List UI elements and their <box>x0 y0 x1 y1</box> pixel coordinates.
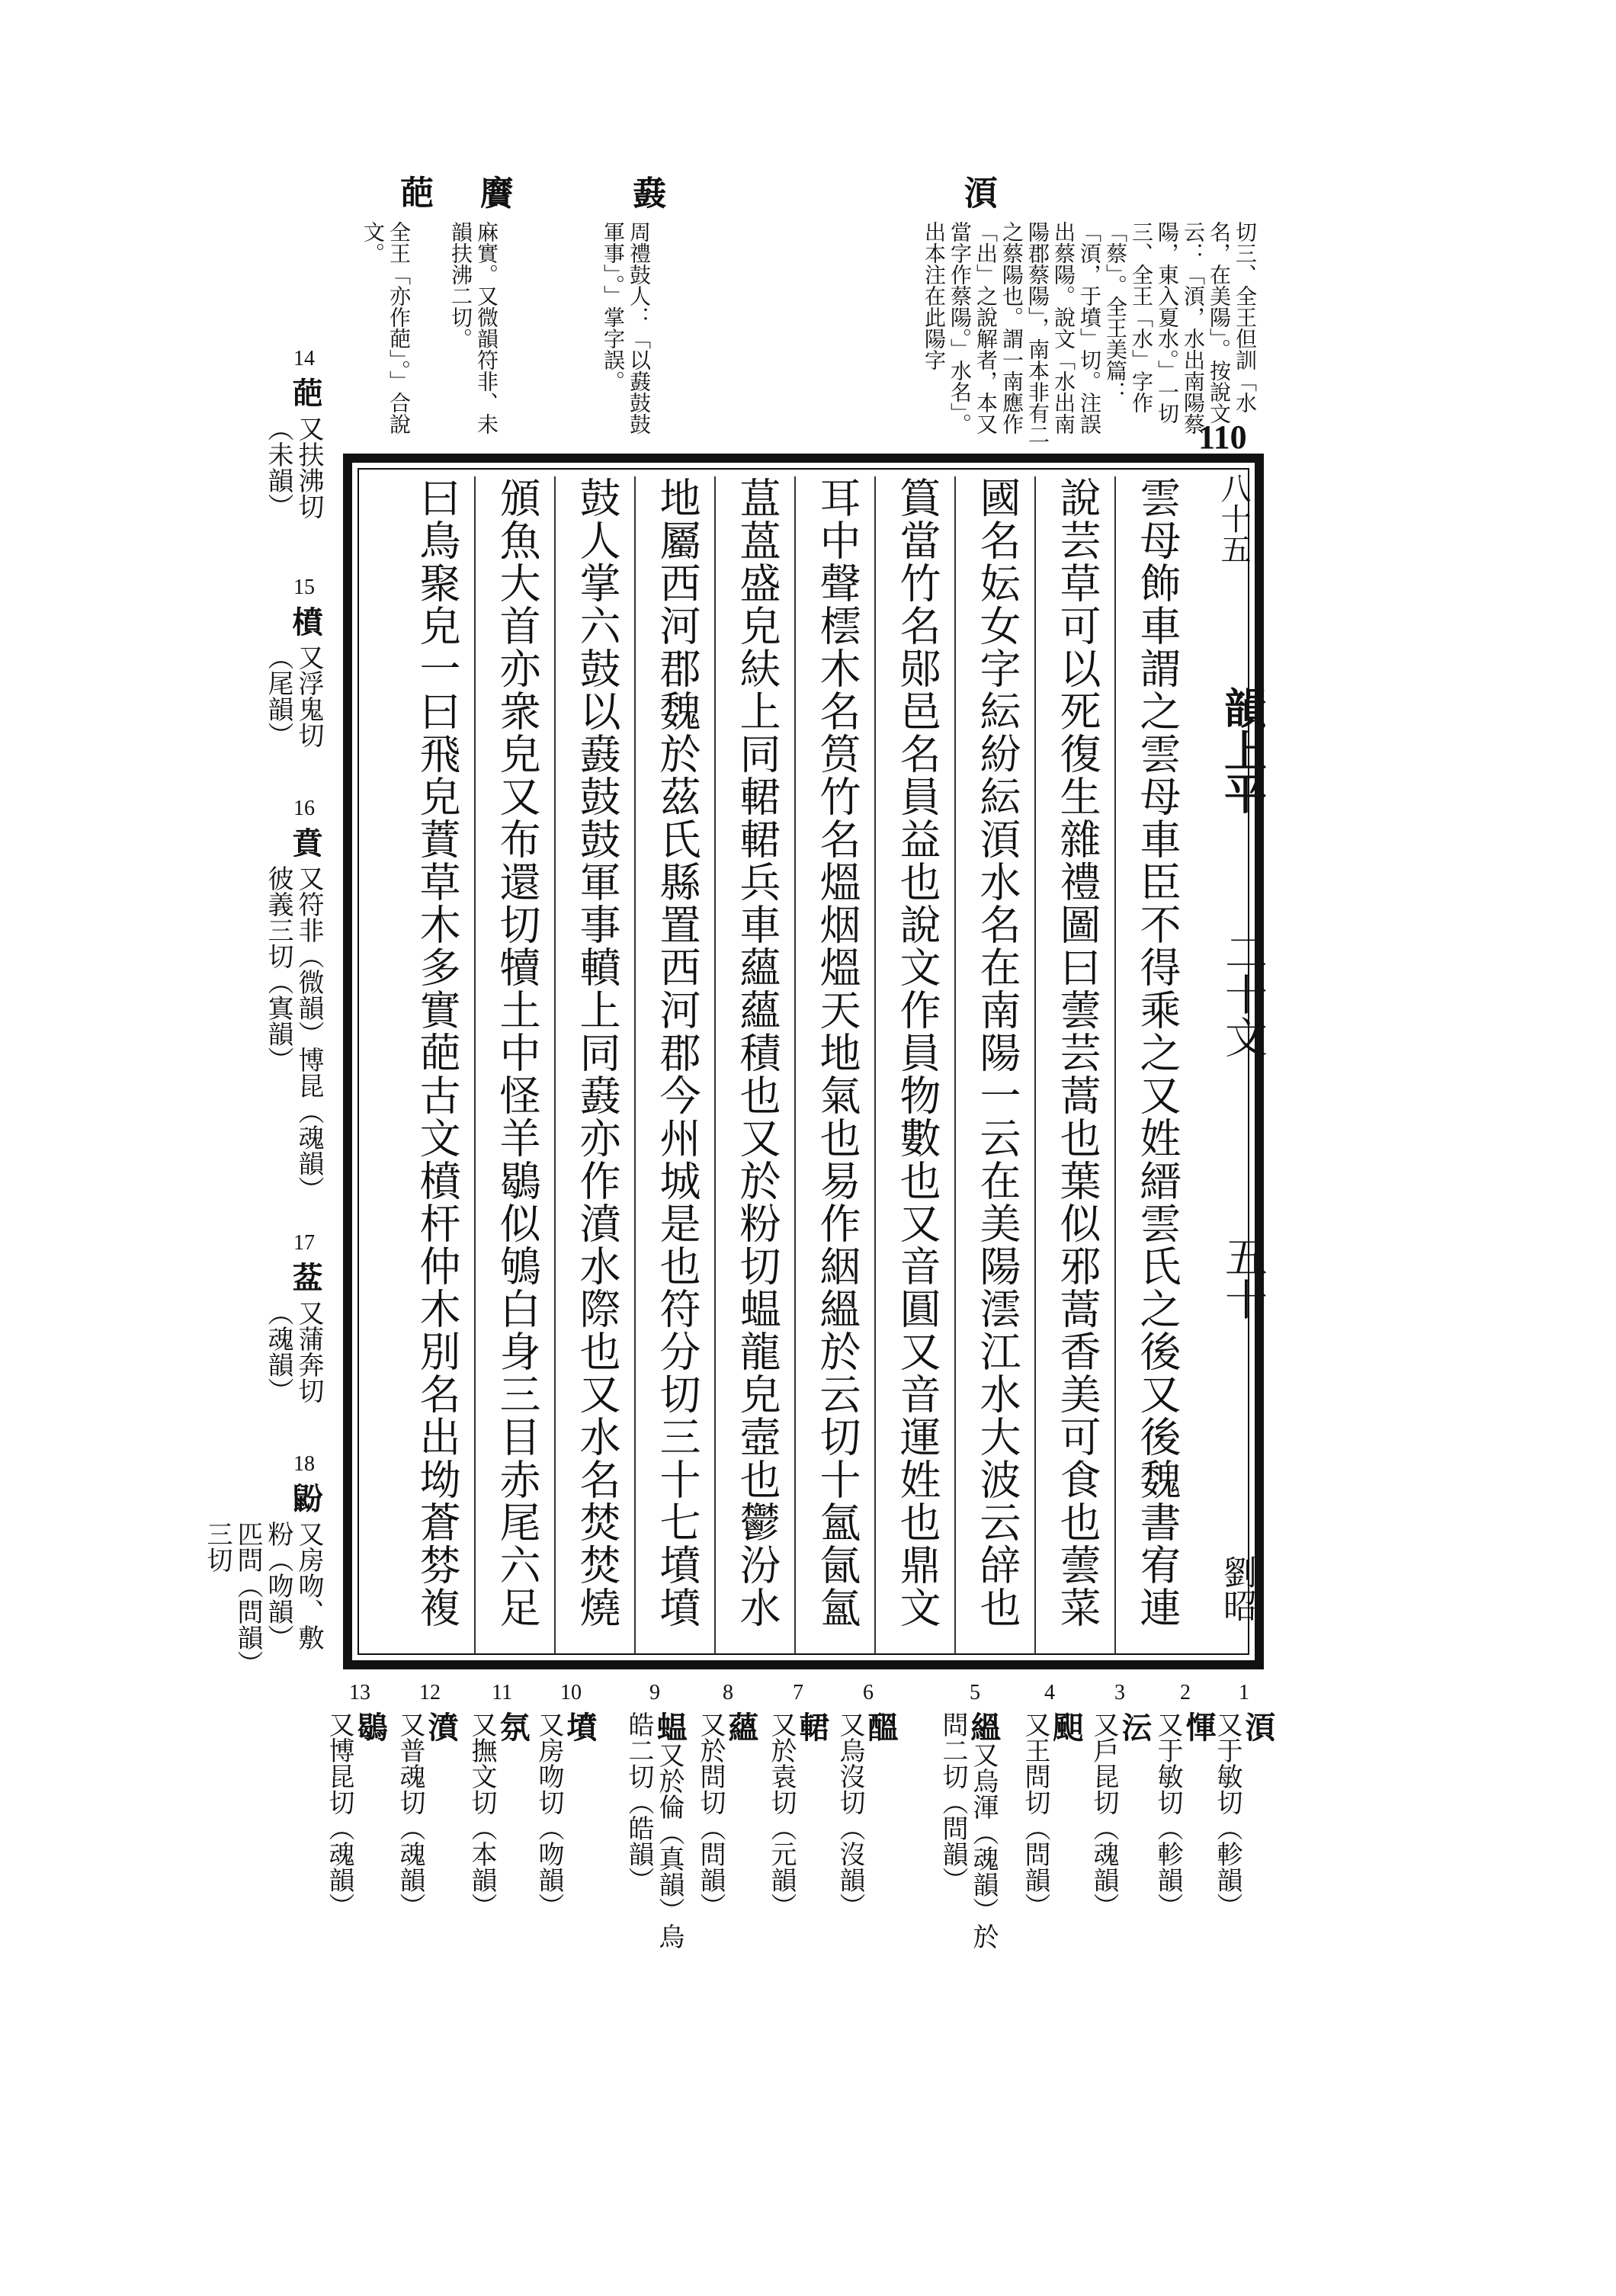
note-number: 17 <box>293 1231 315 1255</box>
note-body: 又烏渾（魂韻）於問二切（問韻） <box>938 1711 999 1949</box>
rhyme-label: 二十文 <box>1218 930 1268 1058</box>
column-rule <box>794 476 796 1654</box>
text-column: 說芸草可以死復生雜禮圖曰蕓芸蒿也葉似邪蒿香美可食也蕓菜 <box>1053 476 1101 1629</box>
note-body: 又戶昆切（魂韻） <box>1089 1711 1119 1919</box>
note-text: 又符非（微韻）博昆（魂韻）彼義三切（寘韻） <box>263 865 324 1202</box>
note-number: 18 <box>293 1452 315 1476</box>
note-text <box>695 1711 759 1940</box>
note-body: 又於倫（真韻）烏皓二切（皓韻） <box>624 1711 685 1949</box>
note-body: 又王問切（問韻） <box>1020 1711 1050 1919</box>
note-text: 又蒲奔切（魂韻） <box>263 1300 324 1403</box>
text-column: 耳中聲橒木名筼竹名熅烟熅天地氣也易作絪縕於云切十氳氤氳 <box>813 476 861 1629</box>
note-number: 1 <box>1239 1681 1249 1704</box>
note-body: 又房吻切（吻韻） <box>534 1711 564 1919</box>
top-note-head: 湏 <box>958 175 997 209</box>
text-column: 篔當竹名郧邑名員益也說文作員物數也又音圓又音運姓也鼎文 <box>893 476 941 1629</box>
note-number: 4 <box>1044 1681 1055 1704</box>
note-text: 又房吻、敷粉（吻韻）匹問（問韻）三切 <box>202 1521 324 1663</box>
note-number: 15 <box>293 576 315 599</box>
note-head: 蝹 <box>652 1711 688 1742</box>
note-text <box>1020 1711 1084 1940</box>
note-number: 9 <box>649 1681 660 1704</box>
note-number: 6 <box>863 1681 874 1704</box>
text-column: 蒀蒕盛皃䊿上同輑輑兵車蘊蘊積也又於粉切蝹龍皃壼也鬱汾水 <box>733 476 781 1629</box>
note-number: 14 <box>293 347 315 370</box>
folio-label: 五十 <box>1218 1235 1268 1320</box>
note-head: 葩 <box>287 377 323 408</box>
column-rule <box>554 476 556 1654</box>
note-number: 8 <box>723 1681 733 1704</box>
top-note-text: 周禮鼓人：「以鼖鼓鼓軍事」。」掌字誤。 <box>601 221 652 435</box>
column-rule <box>1034 476 1036 1654</box>
note-text <box>324 1711 388 1940</box>
top-note-text: 切三、全王但訓「水名，在美陽」。按說文云：「湏，水出南陽蔡陽，東入夏水。」一切三、全王「水」字作「蔡」。全王美篇：「湏，于墳」切。注誤出蔡陽。說文「水出南陽郡蔡陽」，南本非有二之蔡陽也。謂一南應作「出」之說解者，本又當字作蔡陽。」水名」。出本注在此陽字 <box>922 221 1258 445</box>
note-head: 縕 <box>966 1711 1002 1742</box>
note-number: 12 <box>419 1681 441 1704</box>
note-number: 10 <box>560 1681 582 1704</box>
note-text <box>601 1711 688 1963</box>
text-column: 頒魚大首亦衆皃又布還切犢土中怪羊鶡似鴝白身三目赤尾六足 <box>493 476 541 1629</box>
note-text: 又扶沸切（未韻） <box>263 415 324 519</box>
top-note-head: 葩 <box>394 175 433 209</box>
note-text <box>1212 1711 1276 1940</box>
note-number: 2 <box>1180 1681 1191 1704</box>
note-head: 鶡 <box>352 1711 388 1742</box>
note-head: 葐 <box>287 1262 323 1292</box>
note-text <box>1089 1711 1153 1940</box>
top-note-head: 黂 <box>474 175 513 209</box>
note-number: 3 <box>1114 1681 1125 1704</box>
column-rule <box>954 476 956 1654</box>
note-body: 又于敏切（軫韻） <box>1212 1711 1242 1919</box>
note-text <box>1153 1711 1217 1940</box>
note-head: 湏 <box>1240 1711 1276 1742</box>
note-head: 蘊 <box>723 1711 759 1742</box>
note-head: 賁 <box>287 827 323 858</box>
note-head: 氛 <box>495 1711 531 1742</box>
note-head: 䫻 <box>1048 1711 1084 1742</box>
column-rule <box>874 476 876 1654</box>
top-note-text: 全王「亦作葩」。」合說文。 <box>361 221 412 435</box>
note-text: 又浮鬼切（尾韻） <box>263 644 324 748</box>
column-rule <box>1114 476 1116 1654</box>
author-label: 劉昭 <box>1217 1555 1256 1622</box>
note-text <box>467 1711 531 1940</box>
column-rule <box>474 476 476 1654</box>
note-head: 醞 <box>863 1711 899 1742</box>
text-column: 曰鳥聚皃一曰飛皃蕡草木多實葩古文橨杆仲木別名出坳蒼棼複 <box>413 476 461 1629</box>
note-head: 墳 <box>562 1711 598 1742</box>
note-head: 沄 <box>1117 1711 1153 1742</box>
note-body: 又撫文切（本韻） <box>467 1711 497 1919</box>
note-head: 惲 <box>1181 1711 1217 1742</box>
note-number: 13 <box>349 1681 370 1704</box>
note-body: 又博昆切（魂韻） <box>324 1711 354 1919</box>
text-column: 雲母飾車謂之雲母車臣不得乘之又姓縉雲氏之後又後魏書宥連 <box>1133 476 1182 1629</box>
note-head: 鼢 <box>287 1483 323 1513</box>
top-note-text: 麻實。又微韻符非、未韻扶沸二切。 <box>448 221 499 435</box>
note-number: 5 <box>970 1681 980 1704</box>
note-text <box>534 1711 598 1940</box>
note-body: 又于敏切（軫韻） <box>1153 1711 1183 1919</box>
note-text <box>766 1711 830 1940</box>
column-rule <box>714 476 716 1654</box>
note-text <box>835 1711 899 1940</box>
note-head: 橨 <box>287 606 323 637</box>
section-label: 韻上平 <box>1217 686 1268 814</box>
column-rule <box>634 476 636 1654</box>
main-text-frame <box>343 454 1264 1669</box>
note-body: 又於袁切（元韻） <box>766 1711 797 1919</box>
text-column: 地屬西河郡魏於茲氏縣置西河郡今州城是也符分切三十七墳墳 <box>653 476 701 1629</box>
note-body: 又於問切（問韻） <box>695 1711 726 1919</box>
note-body: 又烏沒切（沒韻） <box>835 1711 865 1919</box>
note-number: 7 <box>793 1681 803 1704</box>
note-head: 輑 <box>794 1711 830 1742</box>
top-note-head: 鼖 <box>627 175 665 209</box>
text-column: 國名妘女字紜紛紜湏水名在南陽一云在美陽澐江水大波云辝也 <box>973 476 1021 1629</box>
note-head: 濆 <box>423 1711 459 1742</box>
page-number: 110 <box>1198 418 1247 456</box>
volume-mark: 八十五 <box>1216 473 1251 564</box>
note-body: 又普魂切（魂韻） <box>395 1711 425 1919</box>
note-number: 16 <box>293 797 315 820</box>
note-number: 11 <box>492 1681 512 1704</box>
note-text <box>907 1711 1002 1971</box>
text-column: 鼓人掌六鼓以鼖鼓鼓軍事轒上同鼖亦作濆水際也又水名焚焚燒 <box>573 476 621 1629</box>
note-text <box>395 1711 459 1940</box>
